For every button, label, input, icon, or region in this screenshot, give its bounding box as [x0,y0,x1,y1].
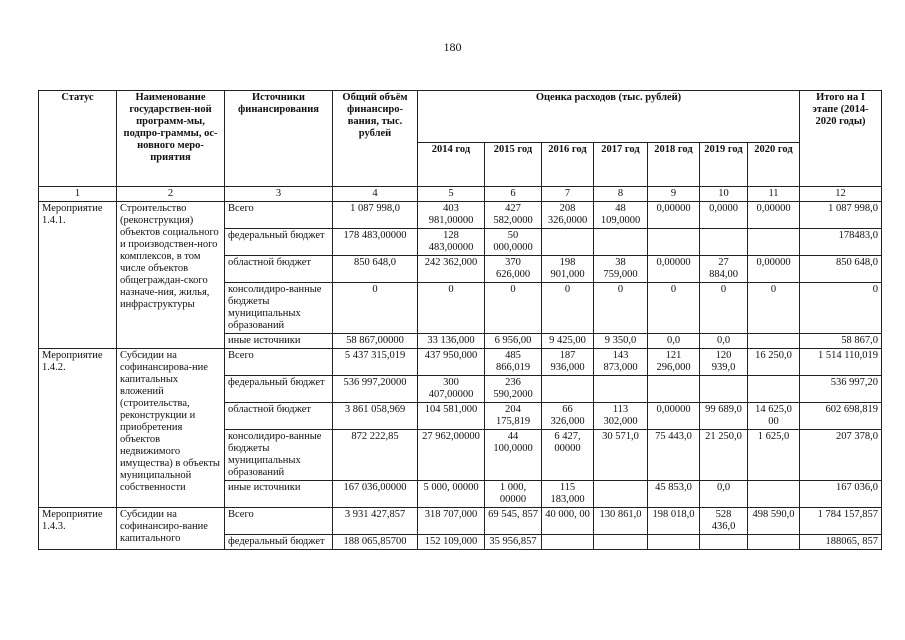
year-value-cell: 498 590,0 [748,508,800,535]
funding-source-cell: Всего [225,202,333,229]
funding-source-cell: иные источники [225,334,333,349]
year-value-cell [748,481,800,508]
year-value-cell: 187 936,000 [542,349,594,376]
stage-total-cell: 58 867,0 [800,334,882,349]
column-number: 6 [485,187,542,202]
year-value-cell [748,535,800,550]
year-value-cell [542,229,594,256]
stage-total-cell: 602 698,819 [800,403,882,430]
funding-source-cell: областной бюджет [225,403,333,430]
year-value-cell [648,229,700,256]
year-value-cell: 1 625,0 [748,430,800,481]
stage-total-cell: 850 648,0 [800,256,882,283]
funding-source-cell: федеральный бюджет [225,376,333,403]
header-status: Статус [39,91,117,187]
column-number: 9 [648,187,700,202]
header-name: Наименование государствен-ной программ-мы, подпро-граммы, ос-новного меро-приятия [117,91,225,187]
activity-name-cell: Субсидии на софинансирова-ние капитальных вложений (строительства, реконструкции и приобретения объектов недвижимого имущества) в объекты муниципальной собственности [117,349,225,508]
year-value-cell: 0 [418,283,485,334]
year-value-cell: 0 [594,283,648,334]
activity-name-cell: Строительство (реконструкция) объектов социального и производствен-ного комплексов, в том числе объектов общеграждан-ского назначе-ния, жилья, инфраструктуры [117,202,225,349]
year-value-cell: 204 175,819 [485,403,542,430]
year-value-cell [700,376,748,403]
year-value-cell: 152 109,000 [418,535,485,550]
funding-source-cell: областной бюджет [225,256,333,283]
year-value-cell: 45 853,0 [648,481,700,508]
year-value-cell: 485 866,019 [485,349,542,376]
stage-total-cell: 1 514 110,019 [800,349,882,376]
year-value-cell: 33 136,000 [418,334,485,349]
funding-source-cell: Всего [225,508,333,535]
year-value-cell: 0,00000 [648,202,700,229]
funding-source-cell: Всего [225,349,333,376]
total-cell: 58 867,00000 [333,334,418,349]
year-value-cell [648,535,700,550]
column-number: 4 [333,187,418,202]
year-value-cell: 14 625,0 00 [748,403,800,430]
total-cell: 178 483,00000 [333,229,418,256]
year-value-cell: 9 350,0 [594,334,648,349]
year-value-cell: 208 326,0000 [542,202,594,229]
year-value-cell [748,334,800,349]
year-value-cell: 66 326,000 [542,403,594,430]
funding-source-cell: федеральный бюджет [225,535,333,550]
year-value-cell: 300 407,00000 [418,376,485,403]
year-value-cell: 528 436,0 [700,508,748,535]
column-number: 1 [39,187,117,202]
year-value-cell: 0,0000 [700,202,748,229]
year-value-cell: 120 939,0 [700,349,748,376]
year-value-cell: 30 571,0 [594,430,648,481]
column-number: 8 [594,187,648,202]
header-stage-total: Итого на I этапе (2014-2020 годы) [800,91,882,187]
year-value-cell: 242 362,000 [418,256,485,283]
year-value-cell: 0,0 [700,481,748,508]
header-year: 2018 год [648,143,700,187]
year-value-cell: 128 483,00000 [418,229,485,256]
column-number: 12 [800,187,882,202]
year-value-cell: 75 443,0 [648,430,700,481]
year-value-cell [594,481,648,508]
table-row [39,349,882,376]
year-value-cell: 0 [700,283,748,334]
column-number: 3 [225,187,333,202]
column-number: 2 [117,187,225,202]
activity-name-cell: Субсидии на софинансиро-вание капитального [117,508,225,550]
year-value-cell: 6 956,00 [485,334,542,349]
column-number: 10 [700,187,748,202]
stage-total-cell: 167 036,0 [800,481,882,508]
year-value-cell: 370 626,000 [485,256,542,283]
year-value-cell: 121 296,000 [648,349,700,376]
year-value-cell [748,376,800,403]
funding-source-cell: иные источники [225,481,333,508]
total-cell: 5 437 315,019 [333,349,418,376]
total-cell: 167 036,00000 [333,481,418,508]
year-value-cell: 0,00000 [748,256,800,283]
stage-total-cell: 1 784 157,857 [800,508,882,535]
total-cell: 1 087 998,0 [333,202,418,229]
year-value-cell: 115 183,000 [542,481,594,508]
year-value-cell: 0 [542,283,594,334]
status-cell: Мероприятие 1.4.3. [39,508,117,550]
year-value-cell: 0,00000 [648,403,700,430]
header-sources: Источники финансирования [225,91,333,187]
year-value-cell: 6 427, 00000 [542,430,594,481]
year-value-cell [594,376,648,403]
year-value-cell: 99 689,0 [700,403,748,430]
column-number: 7 [542,187,594,202]
year-value-cell [542,376,594,403]
total-cell: 872 222,85 [333,430,418,481]
year-value-cell: 69 545, 857 [485,508,542,535]
status-cell: Мероприятие 1.4.2. [39,349,117,508]
column-number: 11 [748,187,800,202]
year-value-cell: 0 [748,283,800,334]
status-cell: Мероприятие 1.4.1. [39,202,117,349]
year-value-cell: 27 962,00000 [418,430,485,481]
year-value-cell: 27 884,00 [700,256,748,283]
year-value-cell [700,535,748,550]
year-value-cell: 198 901,000 [542,256,594,283]
year-value-cell [542,535,594,550]
header-year: 2016 год [542,143,594,187]
year-value-cell: 427 582,0000 [485,202,542,229]
year-value-cell: 318 707,000 [418,508,485,535]
header-total: Общий объём финансиро-вания, тыс. рублей [333,91,418,187]
total-cell: 3 861 058,969 [333,403,418,430]
header-year: 2019 год [700,143,748,187]
year-value-cell: 0,00000 [648,256,700,283]
header-year: 2020 год [748,143,800,187]
year-value-cell: 0 [648,283,700,334]
year-value-cell [748,229,800,256]
stage-total-cell: 0 [800,283,882,334]
year-value-cell: 130 861,0 [594,508,648,535]
year-value-cell [594,535,648,550]
header-year: 2015 год [485,143,542,187]
column-number: 5 [418,187,485,202]
stage-total-cell: 536 997,20 [800,376,882,403]
year-value-cell: 104 581,000 [418,403,485,430]
year-value-cell: 35 956,857 [485,535,542,550]
budget-table [38,90,882,550]
year-value-cell [700,229,748,256]
year-value-cell: 21 250,0 [700,430,748,481]
year-value-cell: 0,00000 [748,202,800,229]
header-year: 2014 год [418,143,485,187]
total-cell: 850 648,0 [333,256,418,283]
year-value-cell [594,229,648,256]
stage-total-cell: 178483,0 [800,229,882,256]
year-value-cell: 0 [485,283,542,334]
year-value-cell: 437 950,000 [418,349,485,376]
year-value-cell [648,376,700,403]
year-value-cell: 16 250,0 [748,349,800,376]
year-value-cell: 50 000,0000 [485,229,542,256]
funding-source-cell: консолидиро-ванные бюджеты муниципальных образований [225,430,333,481]
funding-source-cell: консолидиро-ванные бюджеты муниципальных образований [225,283,333,334]
total-cell: 0 [333,283,418,334]
year-value-cell: 0,0 [700,334,748,349]
year-value-cell: 0,0 [648,334,700,349]
year-value-cell: 403 981,00000 [418,202,485,229]
year-value-cell: 5 000, 00000 [418,481,485,508]
total-cell: 3 931 427,857 [333,508,418,535]
stage-total-cell: 207 378,0 [800,430,882,481]
table-row [39,508,882,535]
year-value-cell: 1 000, 00000 [485,481,542,508]
total-cell: 188 065,85700 [333,535,418,550]
table-row [39,202,882,229]
total-cell: 536 997,20000 [333,376,418,403]
year-value-cell: 48 109,0000 [594,202,648,229]
year-value-cell: 44 100,0000 [485,430,542,481]
header-estimate: Оценка расходов (тыс. рублей) [418,91,800,143]
page-number: 180 [443,40,462,54]
year-value-cell: 236 590,2000 [485,376,542,403]
stage-total-cell: 1 087 998,0 [800,202,882,229]
year-value-cell: 198 018,0 [648,508,700,535]
year-value-cell: 113 302,000 [594,403,648,430]
stage-total-cell: 188065, 857 [800,535,882,550]
funding-source-cell: федеральный бюджет [225,229,333,256]
year-value-cell: 143 873,000 [594,349,648,376]
header-year: 2017 год [594,143,648,187]
year-value-cell: 40 000, 00 [542,508,594,535]
year-value-cell: 38 759,000 [594,256,648,283]
year-value-cell: 9 425,00 [542,334,594,349]
